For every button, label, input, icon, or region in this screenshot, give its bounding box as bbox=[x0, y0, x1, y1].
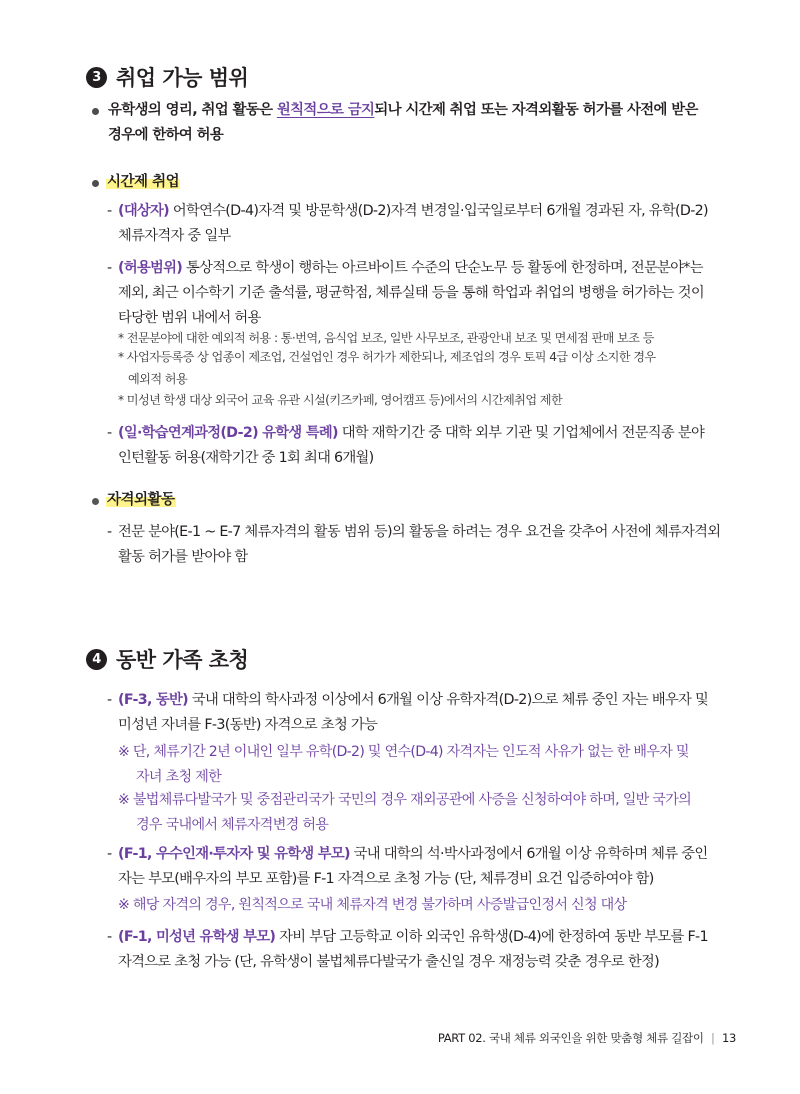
list-item-eligible: - (대상자) 어학연수(D-4)자격 및 방문학생(D-2)자격 변경일·입국일로부터 6개월 경과된 자, 유학(D-2) 체류자격자 중 일부 bbox=[118, 199, 738, 249]
f1-talent-line-2: 자는 부모(배우자의 부모 포함)를 F-1 자격으로 초청 가능 (단, 체류경비 요건 입증하여야 함) bbox=[118, 871, 654, 887]
footer-separator: | bbox=[711, 1031, 715, 1045]
list-item-f1-talent: - (F-1, 우수인재·투자자 및 유학생 부모) 국내 대학의 석·박사과정에서 6개월 이상 유학하며 체류 중인 자는 부모(배우자의 부모 포함)를 F-1 자격으로 초청 가능 (단, 체류경비 요건 입증하여야 함) bbox=[118, 842, 738, 892]
note-line: 자녀 초청 제한 bbox=[136, 769, 222, 785]
tag-eligible: (대상자) bbox=[118, 203, 170, 219]
intro-line-2: 경우에 한하여 허용 bbox=[108, 127, 224, 143]
section-number-badge: 3 bbox=[86, 67, 107, 88]
section-number-badge: 4 bbox=[86, 649, 107, 670]
subheading-extra-label: 자격외활동 bbox=[107, 492, 175, 508]
section-title: 동반 가족 초청 bbox=[116, 648, 249, 672]
f1-minor-line-2: 자격으로 초청 가능 (단, 유학생이 불법체류다발국가 출신일 경우 재정능력 갖춘 경우로 한정) bbox=[118, 954, 659, 970]
footnote: * 사업자등록증 상 업종이 제조업, 건설업인 경우 허가가 제한되나, 제조업의 경우 토픽 4급 이상 소지한 경우 bbox=[118, 350, 656, 364]
tag-scope: (허용범위) bbox=[118, 260, 183, 276]
footer-part-title: PART 02. 국내 체류 외국인을 위한 맞춤형 체류 길잡이 bbox=[437, 1031, 704, 1045]
subheading-parttime-label: 시간제 취업 bbox=[107, 174, 180, 190]
tag-f1-talent: (F-1, 우수인재·투자자 및 유학생 부모) bbox=[118, 846, 350, 862]
eligible-line-2: 체류자격자 중 일부 bbox=[118, 228, 231, 244]
eligible-line-1: 어학연수(D-4)자격 및 방문학생(D-2)자격 변경일·입국일로부터 6개월 경과된 자, 유학(D-2) bbox=[169, 203, 708, 219]
f1-talent-line-1: 국내 대학의 석·박사과정에서 6개월 이상 유학하며 체류 중인 bbox=[349, 846, 708, 862]
scope-line-2: 제외, 최근 이수학기 기준 출석률, 평균학점, 체류실태 등을 통해 학업과 취업의 병행을 허가하는 것이 bbox=[118, 285, 704, 301]
extra-line-2: 활동 허가를 받아야 함 bbox=[118, 549, 248, 565]
section-4-heading bbox=[86, 644, 248, 674]
note-line: 경우 국내에서 체류자격변경 허용 bbox=[136, 817, 329, 833]
note-f1-talent: ※ 해당 자격의 경우, 원칙적으로 국내 체류자격 변경 불가하며 사증발급인정서 신청 대상 bbox=[118, 897, 627, 913]
tag-workstudy: (일·학습연계과정(D-2) 유학생 특례) bbox=[118, 425, 338, 441]
page-footer bbox=[438, 1030, 736, 1046]
scope-line-3: 타당한 범위 내에서 허용 bbox=[118, 310, 261, 326]
intro-text-before: 유학생의 영리, 취업 활동은 bbox=[108, 102, 277, 118]
f1-minor-line-1: 자비 부담 고등학교 이하 외국인 유학생(D-4)에 한정하여 동반 부모를 F-1 bbox=[275, 929, 708, 945]
tag-f1-minor: (F-1, 미성년 유학생 부모) bbox=[118, 929, 276, 945]
extra-line-1: 전문 분야(E-1 ~ E-7 체류자격의 활동 범위 등)의 활동을 하려는 경우 요건을 갖추어 사전에 체류자격외 bbox=[118, 524, 721, 540]
note-line: ※ 불법체류다발국가 및 중점관리국가 국민의 경우 재외공관에 사증을 신청하여야 하며, 일반 국가의 bbox=[118, 792, 692, 808]
section-title: 취업 가능 범위 bbox=[116, 66, 249, 90]
section-3-heading bbox=[86, 62, 248, 92]
list-item-extra-activity: - 전문 분야(E-1 ~ E-7 체류자격의 활동 범위 등)의 활동을 하려는 경우 요건을 갖추어 사전에 체류자격외 활동 허가를 받아야 함 bbox=[118, 520, 738, 570]
intro-line-1 bbox=[108, 98, 728, 123]
footnote-continued: 예외적 허용 bbox=[128, 372, 188, 386]
list-item-f1-minor: - (F-1, 미성년 유학생 부모) 자비 부담 고등학교 이하 외국인 유학생(D-4)에 한정하여 동반 부모를 F-1 자격으로 초청 가능 (단, 유학생이 불법체류다발국가 출신일 경우 재정능력 갖춘 경우로 한정) bbox=[118, 925, 738, 975]
intro-paragraph bbox=[108, 98, 728, 148]
workstudy-line-2: 인턴활동 허용(재학기간 중 1회 최대 6개월) bbox=[118, 450, 374, 466]
list-item-workstudy: - (일·학습연계과정(D-2) 유학생 특례) 대학 재학기간 중 대학 외부 기관 및 기업체에서 전문직종 분야 인턴활동 허용(재학기간 중 1회 최대 6개월) bbox=[118, 421, 738, 471]
bullet-icon bbox=[92, 180, 99, 187]
bullet-icon bbox=[92, 498, 99, 505]
workstudy-line-1: 대학 재학기간 중 대학 외부 기관 및 기업체에서 전문직종 분야 bbox=[337, 425, 705, 441]
f3-line-2: 미성년 자녀를 F-3(동반) 자격으로 초청 가능 bbox=[118, 717, 378, 733]
intro-highlight: 원칙적으로 금지 bbox=[276, 102, 375, 118]
page-number: 13 bbox=[721, 1031, 736, 1045]
f3-line-1: 국내 대학의 학사과정 이상에서 6개월 이상 유학자격(D-2)으로 체류 중인 자는 배우자 및 bbox=[188, 692, 709, 708]
note-f3-visa bbox=[118, 788, 691, 838]
list-item-scope: - (허용범위) 통상적으로 학생이 행하는 아르바이트 수준의 단순노무 등 활동에 한정하며, 전문분야*는 제외, 최근 이수학기 기준 출석률, 평균학점, 체류실태 등을 통해 학업과 취업의 병행을 허가하는 것이 타당한 범위 내에서 허용 bbox=[118, 256, 738, 331]
bullet-icon bbox=[92, 108, 99, 115]
tag-f3: (F-3, 동반) bbox=[118, 692, 189, 708]
scope-line-1: 통상적으로 학생이 행하는 아르바이트 수준의 단순노무 등 활동에 한정하며, 전문분야*는 bbox=[182, 260, 703, 276]
note-line: ※ 단, 체류기간 2년 이내인 일부 유학(D-2) 및 연수(D-4) 자격자는 인도적 사유가 없는 한 배우자 및 bbox=[118, 744, 689, 760]
note-f3-restriction bbox=[118, 740, 689, 790]
subheading-parttime bbox=[106, 170, 180, 191]
list-item-f3: - (F-3, 동반) 국내 대학의 학사과정 이상에서 6개월 이상 유학자격(D-2)으로 체류 중인 자는 배우자 및 미성년 자녀를 F-3(동반) 자격으로 초청 가능 bbox=[118, 688, 738, 738]
subheading-extra-activity bbox=[106, 488, 176, 509]
footnote: * 미성년 학생 대상 외국어 교육 유관 시설(키즈카페, 영어캠프 등)에서의 시간제취업 제한 bbox=[118, 393, 563, 407]
footnote: * 전문분야에 대한 예외적 허용 : 통·번역, 음식업 보조, 일반 사무보조, 관광안내 보조 및 면세점 판매 보조 등 bbox=[118, 331, 654, 345]
intro-text-after: 되나 시간제 취업 또는 자격외활동 허가를 사전에 받은 bbox=[374, 102, 698, 118]
